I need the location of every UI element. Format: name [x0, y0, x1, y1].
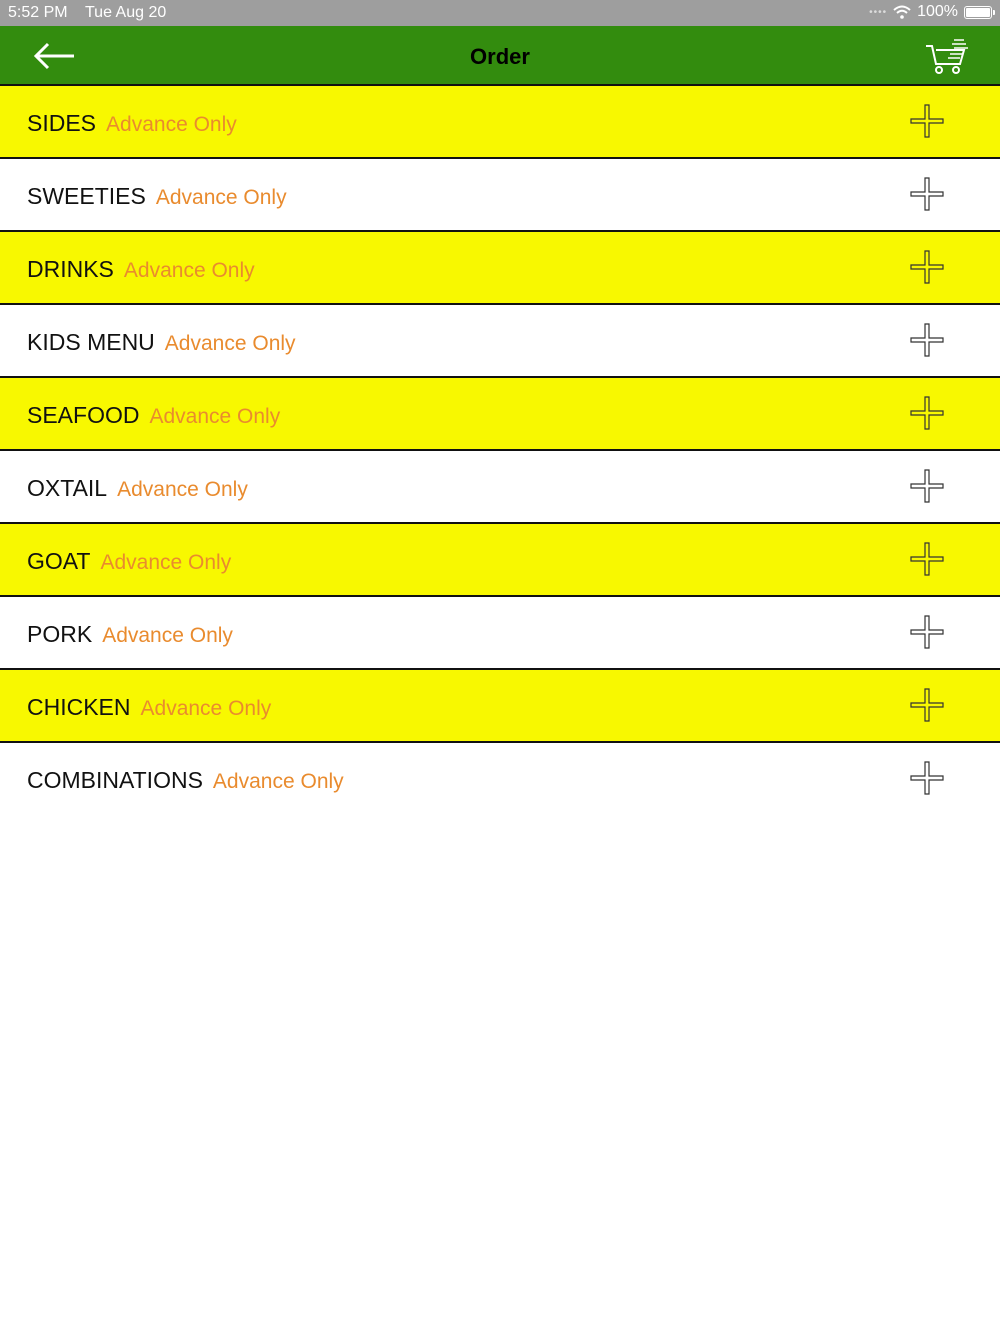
- cart-button[interactable]: [924, 36, 972, 76]
- menu-row-kids-menu[interactable]: [0, 305, 1000, 378]
- plus-icon[interactable]: [910, 104, 944, 138]
- advance-only-tag: Advance Only: [149, 405, 281, 428]
- menu-item-name: DRINKS: [27, 256, 114, 282]
- advance-only-tag: Advance Only: [123, 259, 255, 282]
- advance-only-tag: Advance Only: [117, 478, 248, 501]
- advance-only-tag: Advance Only: [212, 770, 344, 793]
- menu-row-chicken[interactable]: [0, 670, 1000, 743]
- status-right: [869, 3, 992, 21]
- menu-row-seafood[interactable]: [0, 378, 1000, 451]
- plus-icon[interactable]: [910, 615, 944, 649]
- status-date: Tue Aug 20: [85, 4, 167, 21]
- battery-icon: [964, 6, 992, 19]
- plus-icon[interactable]: [910, 250, 944, 284]
- menu-item-name: PORK: [27, 621, 93, 647]
- menu-item-name: KIDS MENU: [27, 329, 155, 355]
- advance-only-tag: Advance Only: [140, 697, 272, 720]
- menu-row-combinations[interactable]: [0, 743, 1000, 814]
- status-bar: [0, 0, 1000, 26]
- cart-icon: [924, 36, 972, 76]
- menu-item-name: SIDES: [27, 110, 97, 136]
- plus-icon[interactable]: [910, 469, 944, 503]
- menu-row-sweeties[interactable]: [0, 159, 1000, 232]
- menu-row-oxtail[interactable]: [0, 451, 1000, 524]
- menu-list: [0, 86, 1000, 814]
- plus-icon[interactable]: [910, 542, 944, 576]
- signal-dots-icon: ••••: [869, 6, 888, 18]
- page-title: Order: [470, 44, 530, 69]
- nav-bar: [0, 26, 1000, 86]
- menu-item-name: SEAFOOD: [27, 402, 140, 428]
- battery-percent: 100%: [917, 3, 958, 20]
- advance-only-tag: Advance Only: [155, 186, 287, 209]
- advance-only-tag: Advance Only: [106, 113, 237, 136]
- menu-item-name: GOAT: [27, 548, 91, 574]
- menu-item-name: COMBINATIONS: [27, 767, 203, 793]
- menu-row-goat[interactable]: [0, 524, 1000, 597]
- plus-icon[interactable]: [910, 688, 944, 722]
- menu-row-sides[interactable]: [0, 86, 1000, 159]
- menu-row-pork[interactable]: [0, 597, 1000, 670]
- menu-item-name: SWEETIES: [27, 183, 146, 209]
- advance-only-tag: Advance Only: [100, 551, 232, 574]
- status-time: 5:52 PM: [8, 4, 68, 21]
- menu-item-name: CHICKEN: [27, 694, 131, 720]
- plus-icon[interactable]: [910, 396, 944, 430]
- wifi-icon: [893, 5, 911, 19]
- plus-icon[interactable]: [910, 761, 944, 795]
- menu-item-name: OXTAIL: [27, 475, 108, 501]
- menu-row-drinks[interactable]: [0, 232, 1000, 305]
- advance-only-tag: Advance Only: [102, 624, 233, 647]
- plus-icon[interactable]: [910, 177, 944, 211]
- plus-icon[interactable]: [910, 323, 944, 357]
- advance-only-tag: Advance Only: [164, 332, 296, 355]
